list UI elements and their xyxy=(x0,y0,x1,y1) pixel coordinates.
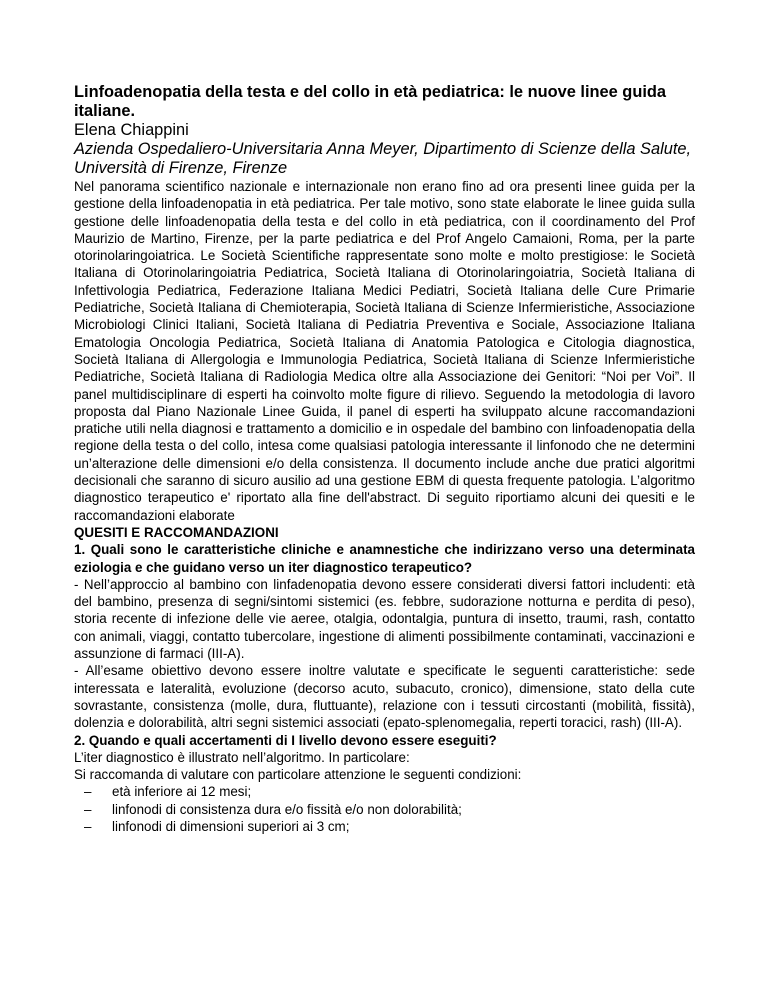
dash-bullet-icon: – xyxy=(84,801,92,817)
document-page xyxy=(74,83,695,835)
question-2: 2. Quando e quali accertamenti di I livello devono essere eseguiti? xyxy=(74,732,497,748)
conditions-list xyxy=(74,783,695,835)
list-item: – linfonodi di dimensioni superiori ai 3 cm; xyxy=(84,818,350,834)
question-1: 1. Quali sono le caratteristiche cliniche e anamnestiche che indirizzano verso una determinata eziologia e che guidano verso un iter diagnostico terapeutico? xyxy=(74,542,695,575)
list-item: – linfonodi di consistenza dura e/o fissità e/o non dolorabilità; xyxy=(84,801,462,817)
question-1-answer-2: - All’esame obiettivo devono essere inoltre valutate e specificate le seguenti caratteristiche: sede interessata e lateralità, evoluzione (decorso acuto, subacuto, cronico), dimensione, stato della cute sovrastante, consistenza (molle, dura, fluttuante), relazione con i tessuti circostanti (mobilità, fissità), dolenzia e dolorabilità, altri segni sistemici associati (epato-splenomegalia, reperti toracici, rash) (III-A). xyxy=(74,663,695,731)
section-heading: QUESITI E RACCOMANDAZIONI xyxy=(74,524,279,540)
author-affiliation: Azienda Ospedaliero-Universitaria Anna Meyer, Dipartimento di Scienze della Salute, Università di Firenze, Firenze xyxy=(74,140,692,177)
list-item: – età inferiore ai 12 mesi; xyxy=(84,784,252,800)
intro-paragraph: Nel panorama scientifico nazionale e internazionale non erano fino ad ora presenti linee guida per la gestione della linfoadenopatia in età pediatrica. Per tale motivo, sono state elaborate le linee guida sulla gestione delle linfoadenopatia della testa e del collo in età pediatrica, con il coordinamento del Prof Maurizio de Martino, Firenze, per la parte pediatrica e del Prof Angelo Camaioni, Roma, per la parte otorinolaringoiatrica. Le Società Scientifiche rappresentate sono molte e molto prestigiose: le Società Italiana di Otorinolaringoiatria Pediatrica, Società Italiana di Otorinolaringoiatria, Società Italiana di Infettivologia Pediatrica, Federazione Italiana Medici Pediatri, Società Italiana delle Cure Primarie Pediatriche, Società Italiana di Chemioterapia, Società Italiana di Scienze Infermieristiche, Associazione Microbiologi Clinici Italiani, Società Italiana di Pediatria Preventiva e Sociale, Associazione Italiana Ematologia Oncologia Pediatrica, Società Italiana di Anatomia Patologica e Citologia diagnostica, Società Italiana di Allergologia e Immunologia Pediatrica, Società Italiana di Scienze Infermieristiche Pediatriche, Società Italiana di Radiologia Medica oltre alla Associazione dei Genitori: “Noi per Voi”. Il panel multidisciplinare di esperti ha coinvolto molte figure di rilievo. Seguendo la metodologia di lavoro proposta dal Piano Nazionale Linee Guida, il panel di esperti ha sviluppato alcune raccomandazioni pratiche utili nella diagnosi e trattamento a domicilio e in ospedale del bambino con linfoadenopatia della regione della testa o del collo, intesa come qualsiasi patologia interessante il linfonodo che ne determini un’alterazione delle dimensioni e/o della consistenza. Il documento include anche due pratici algoritmi decisionali che saranno di sicuro ausilio ad una gestione EBM di questa frequente patologia. L’algoritmo diagnostico terapeutico e' riportato alla fine dell'abstract. Di seguito riportiamo alcuni dei quesiti e le raccomandazioni elaborate xyxy=(74,179,695,523)
document-title: Linfoadenopatia della testa e del collo in età pediatrica: le nuove linee guida italiane. xyxy=(74,83,667,120)
dash-bullet-icon: – xyxy=(84,818,92,834)
question-2-line-2: Si raccomanda di valutare con particolare attenzione le seguenti condizioni: xyxy=(74,767,522,783)
dash-bullet-icon: – xyxy=(84,784,92,800)
author-name: Elena Chiappini xyxy=(74,121,189,139)
question-2-line-1: L’iter diagnostico è illustrato nell’algoritmo. In particolare: xyxy=(74,749,410,765)
question-1-answer-1: - Nell’approccio al bambino con linfadenopatia devono essere considerati diversi fattori includenti: età del bambino, presenza di segni/sintomi sistemici (es. febbre, sudorazione notturna e perdita di peso), storia recente di infezione delle vie aeree, otalgia, odontalgia, puntura di insetto, traumi, rash, contatto con animali, viaggi, contatto tubercolare, ingestione di alimenti possibilmente contaminati, vaccinazioni e assunzione di farmaci (III-A). xyxy=(74,576,695,662)
